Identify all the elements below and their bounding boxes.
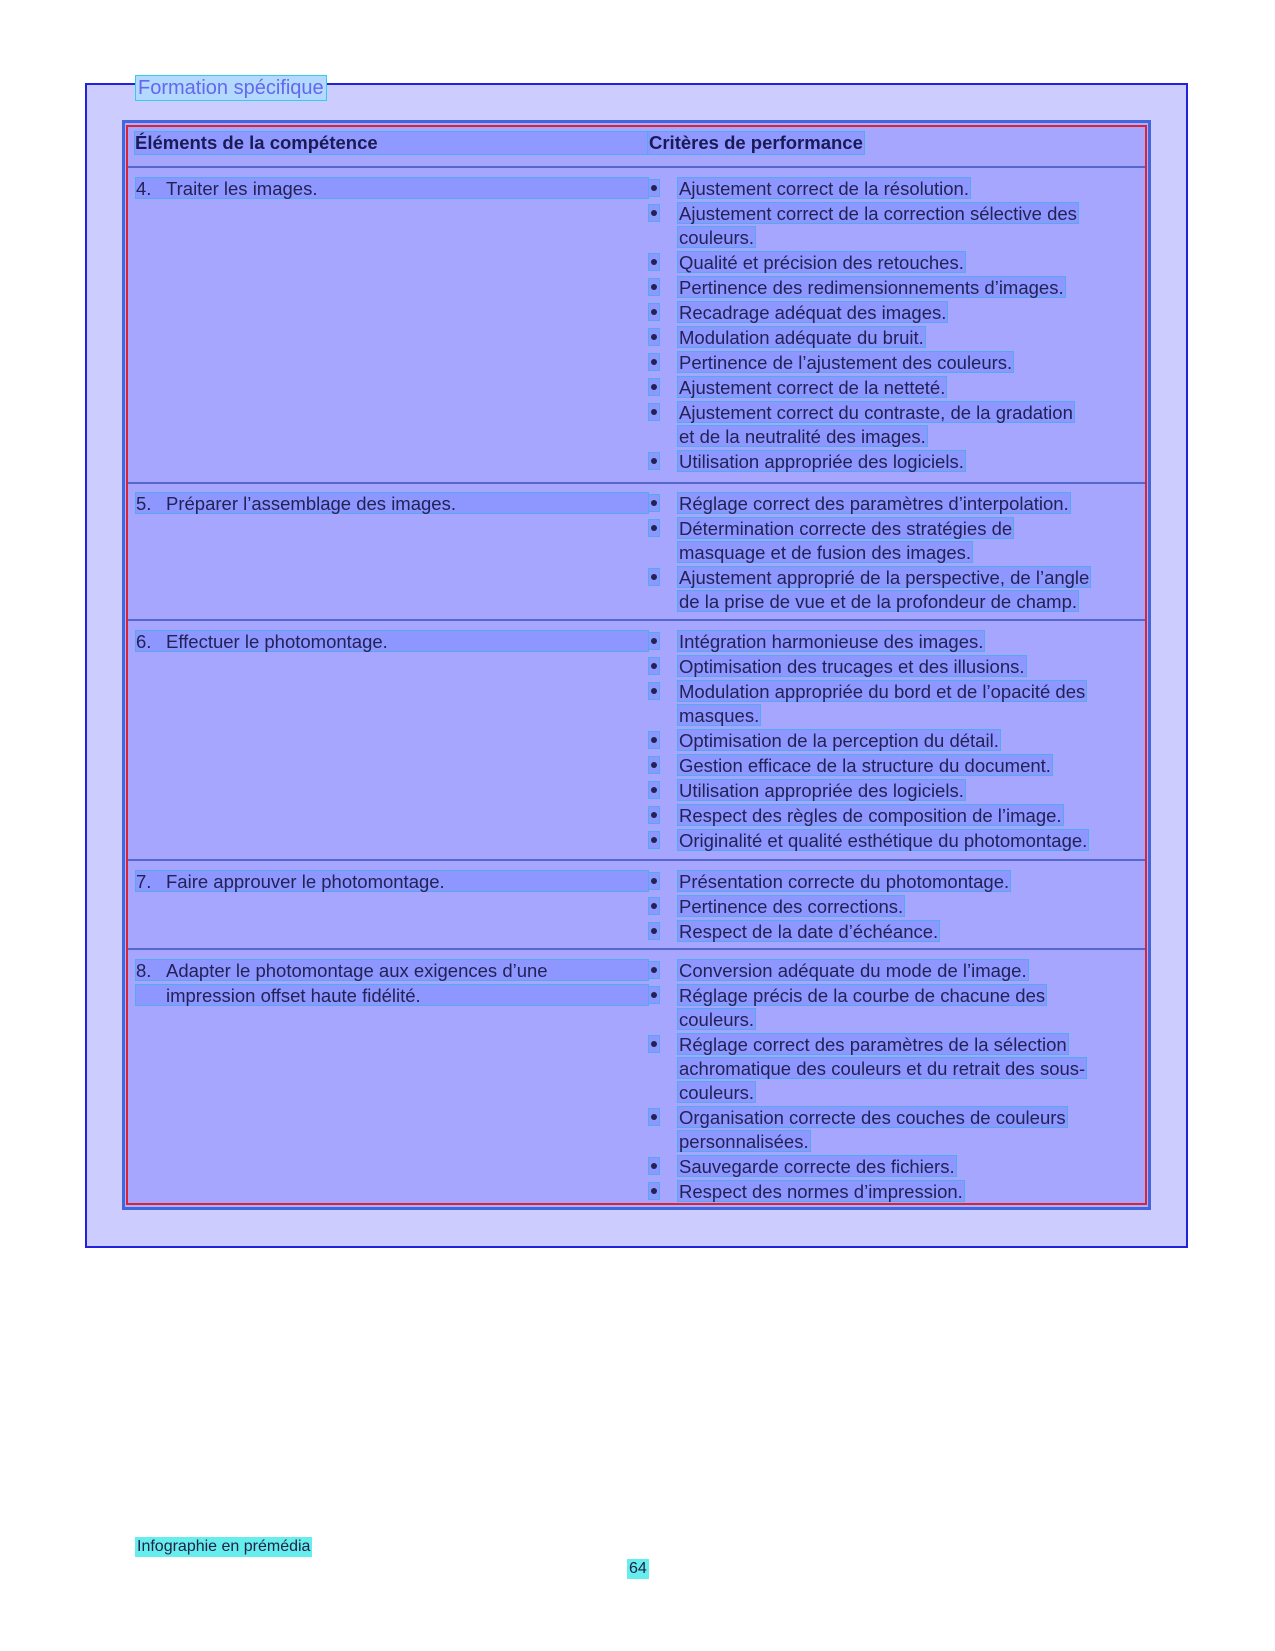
bullet-icon [648,657,660,675]
bullet-icon [648,682,660,700]
element-text: Faire approuver le photomontage. [166,871,445,892]
performance-criterion: Organisation correcte des couches de couleurs [679,1107,1066,1128]
bullet-icon [648,328,660,346]
performance-criterion: Utilisation appropriée des logiciels. [679,780,964,801]
competence-element [135,959,649,981]
performance-criterion: Ajustement correct de la correction sélective des [679,203,1077,224]
element-text: Traiter les images. [166,178,318,199]
bullet-icon [648,806,660,824]
performance-criterion: Pertinence de l’ajustement des couleurs. [679,352,1013,373]
bullet-icon [648,831,660,849]
performance-criterion: Conversion adéquate du mode de l’image. [679,960,1027,981]
performance-criterion: personnalisées. [679,1131,809,1152]
bullet-icon [648,253,660,271]
performance-criterion: masquage et de fusion des images. [679,542,972,563]
performance-criterion: Intégration harmonieuse des images. [679,631,984,652]
bullet-icon [648,1182,660,1200]
element-text: Adapter le photomontage aux exigences d’une [166,960,548,981]
bullet-icon [648,872,660,890]
performance-criterion: Modulation appropriée du bord et de l’opacité des [679,681,1086,702]
performance-criterion: Recadrage adéquat des images. [679,302,947,323]
element-number: 6. [136,631,152,652]
performance-criterion: couleurs. [679,1082,755,1103]
bullet-icon [648,1108,660,1126]
performance-criterion: Originalité et qualité esthétique du photomontage. [679,830,1088,851]
section-title: Formation spécifique [135,75,327,101]
performance-criterion: et de la neutralité des images. [679,426,926,447]
performance-criterion: Utilisation appropriée des logiciels. [679,451,964,472]
performance-criterion: Réglage correct des paramètres d’interpolation. [679,493,1069,514]
performance-criterion: Pertinence des corrections. [679,896,904,917]
bullet-icon [648,756,660,774]
element-text: impression offset haute fidélité. [166,985,421,1006]
performance-criterion: Respect des normes d’impression. [679,1181,963,1202]
element-number: 5. [136,493,152,514]
bullet-icon [648,1157,660,1175]
row-separator [128,482,1145,484]
competence-element [135,984,649,1006]
performance-criterion: Ajustement correct de la résolution. [679,178,969,199]
competence-element [135,177,649,199]
performance-criterion: Respect des règles de composition de l’image. [679,805,1062,826]
performance-criterion: couleurs. [679,227,755,248]
footer-program: Infographie en prémédia [137,1538,311,1555]
element-text: Préparer l’assemblage des images. [166,493,456,514]
row-separator [128,619,1145,621]
performance-criterion: de la prise de vue et de la profondeur de champ. [679,591,1078,612]
performance-criterion: Gestion efficace de la structure du document. [679,755,1051,776]
performance-criterion: couleurs. [679,1009,755,1030]
performance-criterion: Réglage correct des paramètres de la sélection [679,1034,1067,1055]
bullet-icon [648,781,660,799]
bullet-icon [648,179,660,197]
bullet-icon [648,403,660,421]
bullet-icon [648,303,660,321]
element-text: Effectuer le photomontage. [166,631,388,652]
bullet-icon [648,1035,660,1053]
bullet-icon [648,494,660,512]
bullet-icon [648,378,660,396]
bullet-icon [648,897,660,915]
page-number: 64 [629,1560,647,1577]
header-criteria: Critères de performance [649,132,863,153]
element-number: 7. [136,871,152,892]
performance-criterion: achromatique des couleurs et du retrait des sous- [679,1058,1086,1079]
bullet-icon [648,731,660,749]
bullet-icon [648,922,660,940]
bullet-icon [648,961,660,979]
element-number: 4. [136,178,152,199]
bullet-icon [648,353,660,371]
element-number: 8. [136,960,152,981]
performance-criterion: Détermination correcte des stratégies de [679,518,1013,539]
performance-criterion: masques. [679,705,760,726]
competence-element [135,630,649,652]
performance-criterion: Ajustement approprié de la perspective, de l’angle [679,567,1090,588]
bullet-icon [648,452,660,470]
row-separator [128,948,1145,950]
performance-criterion: Optimisation de la perception du détail. [679,730,999,751]
performance-criterion: Optimisation des trucages et des illusions. [679,656,1025,677]
header-elements: Éléments de la compétence [135,132,649,154]
bullet-icon [648,632,660,650]
bullet-icon [648,204,660,222]
performance-criterion: Pertinence des redimensionnements d’images. [679,277,1064,298]
performance-criterion: Ajustement correct du contraste, de la gradation [679,402,1073,423]
competence-element [135,492,649,514]
row-separator [128,859,1145,861]
performance-criterion: Modulation adéquate du bruit. [679,327,924,348]
performance-criterion: Respect de la date d’échéance. [679,921,939,942]
bullet-icon [648,568,660,586]
bullet-icon [648,986,660,1004]
performance-criterion: Présentation correcte du photomontage. [679,871,1010,892]
row-separator [128,166,1145,168]
competence-element [135,870,649,892]
bullet-icon [648,278,660,296]
bullet-icon [648,519,660,537]
performance-criterion: Qualité et précision des retouches. [679,252,964,273]
performance-criterion: Sauvegarde correcte des fichiers. [679,1156,955,1177]
performance-criterion: Ajustement correct de la netteté. [679,377,946,398]
performance-criterion: Réglage précis de la courbe de chacune des [679,985,1046,1006]
